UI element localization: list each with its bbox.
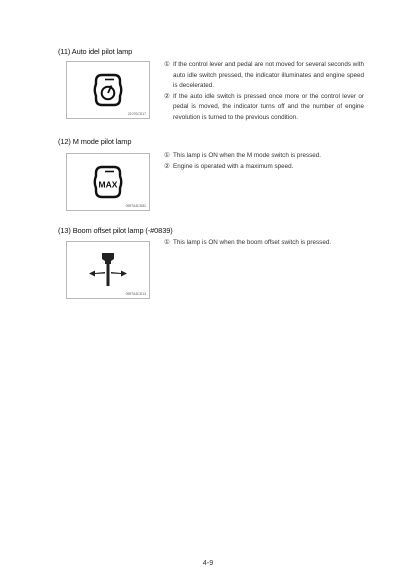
list-item xyxy=(164,60,364,92)
item-marker: ② xyxy=(164,92,170,100)
item-text: Engine is operated with a maximum speed. xyxy=(173,162,294,170)
section-title-auto-idle: (11) Auto idel pilot lamp xyxy=(58,47,133,56)
section-12-description xyxy=(164,151,364,172)
section-13-description xyxy=(164,238,364,249)
auto-idle-figure xyxy=(66,61,150,119)
list-item xyxy=(164,162,364,173)
figure-code: 21070CD17 xyxy=(127,112,146,116)
list-item xyxy=(164,238,364,249)
m-mode-figure xyxy=(66,153,150,211)
figure-code: 0997A3CD13 xyxy=(125,292,146,296)
item-marker: ① xyxy=(164,239,170,246)
section-title-boom-offset: (13) Boom offset pilot lamp (-#0839) xyxy=(58,226,173,235)
figure-code: 0997A3CD82 xyxy=(125,204,146,208)
item-text: This lamp is ON when the boom offset switch is pressed. xyxy=(173,239,332,246)
item-marker: ① xyxy=(164,152,170,159)
item-text: This lamp is ON when the M mode switch is pressed. xyxy=(173,152,322,159)
boom-offset-figure xyxy=(66,241,150,299)
max-engine-icon xyxy=(67,154,149,210)
item-text: If the control lever and pedal are not moved for several seconds with auto idle switch pressed, the indicator illuminates and engine speed is decelerated. xyxy=(173,61,364,89)
item-text: If the auto idle switch is pressed once more or the control lever or pedal is moved, the indicator turns off and the number of engine revolution is turned to the previous condition. xyxy=(173,92,364,121)
auto-idle-lamp-icon xyxy=(67,62,149,118)
page-number: 4-9 xyxy=(202,558,214,567)
list-item xyxy=(164,92,364,124)
max-icon-text: MAX xyxy=(98,179,118,190)
list-item xyxy=(164,151,364,162)
item-marker: ① xyxy=(164,61,170,68)
section-title-m-mode: (12) M mode pilot lamp xyxy=(58,137,132,146)
item-marker: ② xyxy=(164,162,170,170)
section-11-description xyxy=(164,60,364,123)
boom-offset-icon xyxy=(67,242,149,298)
